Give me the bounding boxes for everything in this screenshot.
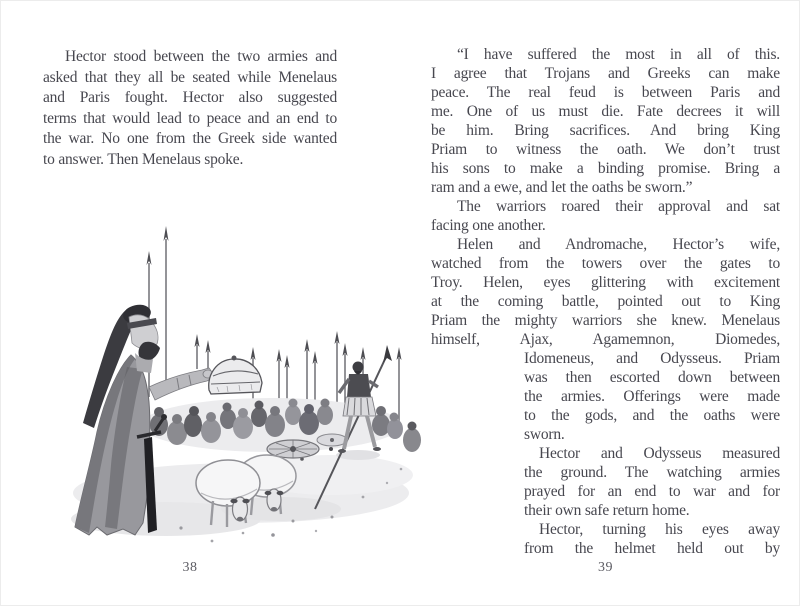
text-line: the war. No one from the Greek side wanted xyxy=(43,130,337,147)
text-line: be him. Bring sacrifices. And bring King xyxy=(431,122,780,139)
text-line: was then escorted down between xyxy=(524,369,780,386)
text-line: peace. The real feud is between Paris and xyxy=(431,84,780,101)
left-page-number: 38 xyxy=(182,560,198,575)
text-line: facing one another. xyxy=(431,217,546,234)
right-page-number: 39 xyxy=(598,560,613,575)
text-line: the ground. The watching armies xyxy=(524,464,780,481)
illustration-svg xyxy=(31,197,433,549)
text-line: sworn. xyxy=(524,426,565,443)
text-line: me. One of us must die. Fate decrees it will xyxy=(431,103,780,120)
text-line: at the coming battle, pointed out to King xyxy=(431,293,780,310)
text-line: ram and a ewe, and let the oaths be sworn.” xyxy=(431,179,693,196)
text-line: Hector, turning his eyes away xyxy=(539,521,780,538)
helmet-icon xyxy=(209,356,262,395)
text-line: Troy. Helen, eyes glittering with excitement xyxy=(431,274,780,291)
text-line: the armies. Offerings were made xyxy=(524,388,780,405)
text-line: asked that they all be seated while Menelaus xyxy=(43,68,337,86)
text-line: himself, Ajax, Agamemnon, Diomedes, xyxy=(431,331,780,348)
text-line: I agree that Trojans and Greeks can make xyxy=(431,65,780,82)
text-line: to answer. Then Menelaus spoke. xyxy=(43,150,244,168)
illustration-hector-helmet-scene xyxy=(31,197,433,549)
text-line: watched from the towers over the gates to xyxy=(431,255,780,272)
text-line: terms that would lead to peace and an end to xyxy=(43,109,337,127)
text-line: Hector stood between the two armies and xyxy=(65,48,337,65)
text-line: “I have suffered the most in all of this. xyxy=(457,46,780,63)
text-line: Idomeneus, and Odysseus. Priam xyxy=(524,350,780,367)
text-line: The warriors roared their approval and sat xyxy=(457,198,780,215)
text-line: his sons to make a binding promise. Bring a xyxy=(431,160,780,177)
text-line: prayed for an end to war and for xyxy=(524,483,780,500)
text-line: Helen and Andromache, Hector’s wife, xyxy=(457,236,780,253)
text-line: to the gods, and the oaths were xyxy=(524,407,780,424)
text-line: from the helmet held out by xyxy=(524,540,780,557)
text-line: Priam the mighty warriors she knew. Menelaus xyxy=(431,312,780,329)
right-page-text-wrapped xyxy=(524,349,780,558)
text-line: their own safe return home. xyxy=(524,502,690,519)
text-line: Hector and Odysseus measured xyxy=(539,445,780,462)
right-page-text-full xyxy=(431,45,780,349)
left-page-text xyxy=(43,47,337,170)
text-line: Priam to witness the oath. We don’t trust xyxy=(431,141,780,158)
text-line: and Paris fought. Hector also suggested xyxy=(43,89,337,106)
